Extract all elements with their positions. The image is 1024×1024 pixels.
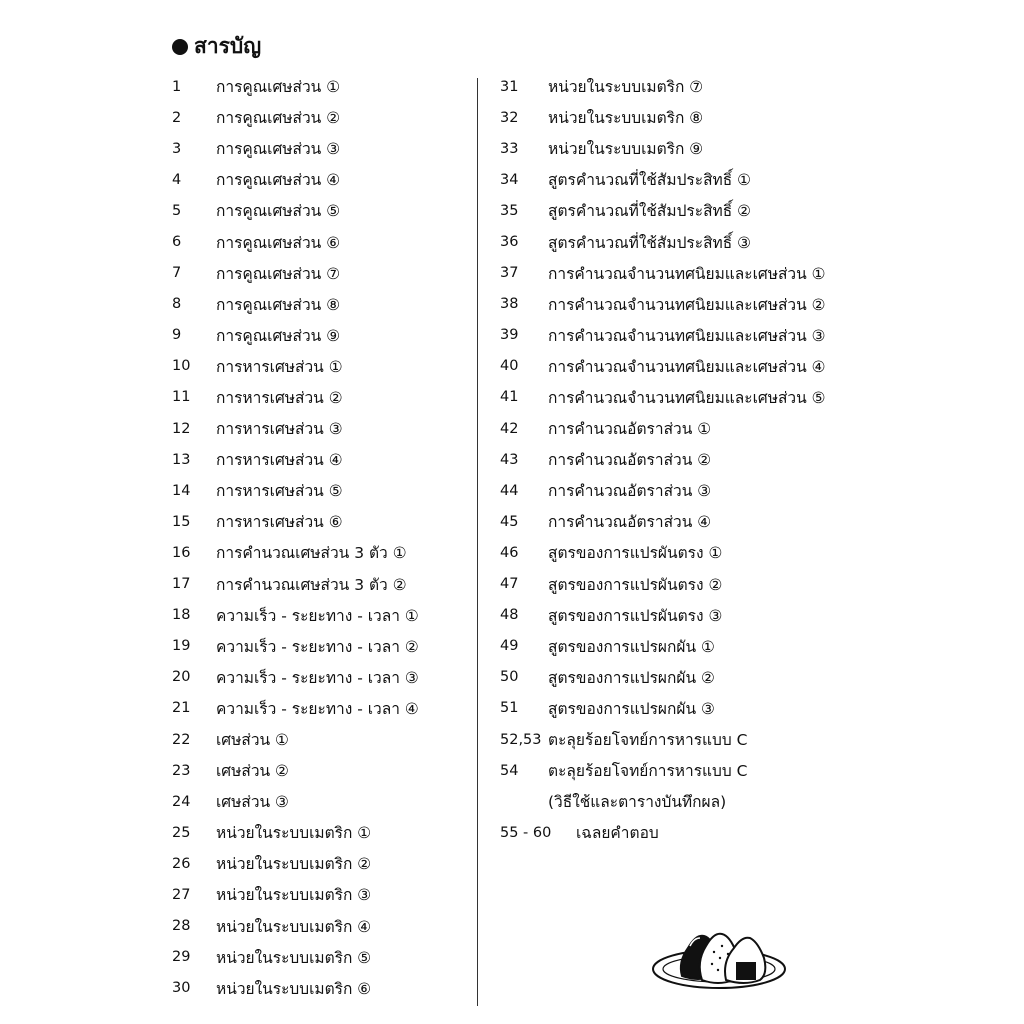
toc-page-number: 37	[500, 265, 519, 282]
toc-row	[500, 351, 880, 382]
toc-entry: การคำนวณอัตราส่วน ③	[548, 482, 712, 501]
toc-row	[500, 537, 880, 568]
toc-page-number: 29	[172, 949, 191, 966]
toc-entry: การคำนวณอัตราส่วน ①	[548, 420, 712, 439]
toc-row	[172, 848, 462, 879]
toc-page-number: 54	[500, 762, 519, 779]
toc-page-number: 25	[172, 824, 191, 841]
toc-row	[172, 786, 462, 817]
toc-entry: ความเร็ว - ระยะทาง - เวลา ④	[216, 699, 419, 718]
toc-row	[500, 817, 880, 848]
toc-page-number: 28	[172, 918, 191, 935]
toc-row	[172, 413, 462, 444]
toc-row	[172, 164, 462, 195]
toc-page-number: 22	[172, 731, 191, 748]
toc-page-number: 35	[500, 202, 519, 219]
toc-page-number: 24	[172, 793, 191, 810]
toc-entry: หน่วยในระบบเมตริก ⑧	[548, 109, 704, 128]
toc-row	[172, 817, 462, 848]
toc-entry: การคำนวณอัตราส่วน ②	[548, 451, 712, 470]
toc-entry: สูตรของการแปรผกผัน ①	[548, 637, 715, 656]
toc-page-number: 50	[500, 669, 519, 686]
toc-page-number: 12	[172, 420, 191, 437]
toc-row	[500, 506, 880, 537]
toc-row	[500, 693, 880, 724]
toc-page-number: 49	[500, 638, 519, 655]
toc-row	[172, 600, 462, 631]
bullet-icon	[172, 39, 188, 55]
toc-page-number: 17	[172, 576, 191, 593]
toc-page-number: 48	[500, 607, 519, 624]
toc-entry: สูตรของการแปรผกผัน ③	[548, 699, 715, 718]
toc-entry: หน่วยในระบบเมตริก ③	[216, 886, 372, 905]
toc-page-number: 9	[172, 327, 182, 344]
toc-page-number: 38	[500, 296, 519, 313]
toc-entry: การคูณเศษส่วน ⑦	[216, 264, 341, 283]
toc-row	[172, 289, 462, 320]
toc-page-number: 45	[500, 513, 519, 530]
toc-entry: สูตรคำนวณที่ใช้สัมประสิทธิ์ ①	[548, 171, 752, 190]
toc-page-number: 33	[500, 140, 519, 157]
toc-row	[500, 382, 880, 413]
toc-entry: เศษส่วน ③	[216, 793, 289, 812]
column-divider	[477, 78, 478, 1006]
toc-entry: การคำนวณจำนวนทศนิยมและเศษส่วน ③	[548, 326, 826, 345]
toc-entry: ตะลุยร้อยโจทย์การหารแบบ C	[548, 762, 748, 781]
toc-entry: การคูณเศษส่วน ③	[216, 140, 341, 159]
toc-right-column	[500, 71, 880, 848]
toc-page-number: 55 - 60	[500, 824, 552, 841]
toc-left-column	[172, 71, 462, 1004]
toc-page-number: 1	[172, 78, 182, 95]
toc-entry: เศษส่วน ②	[216, 762, 289, 781]
toc-row-continuation	[500, 786, 880, 817]
toc-row	[500, 71, 880, 102]
toc-entry: การคำนวณจำนวนทศนิยมและเศษส่วน ①	[548, 264, 826, 283]
toc-entry: การคำนวณอัตราส่วน ④	[548, 513, 712, 532]
toc-entry: สูตรของการแปรผันตรง ②	[548, 575, 723, 594]
toc-page-number: 23	[172, 762, 191, 779]
toc-entry: การหารเศษส่วน ④	[216, 451, 343, 470]
toc-row	[172, 662, 462, 693]
toc-page-number: 21	[172, 700, 191, 717]
toc-page-number: 19	[172, 638, 191, 655]
toc-row	[500, 102, 880, 133]
toc-page-number: 52,53	[500, 731, 542, 748]
toc-entry: ตะลุยร้อยโจทย์การหารแบบ C	[548, 731, 748, 750]
toc-row	[500, 569, 880, 600]
toc-row	[172, 942, 462, 973]
toc-row	[500, 320, 880, 351]
toc-page-number: 32	[500, 109, 519, 126]
toc-entry: การหารเศษส่วน ⑤	[216, 482, 343, 501]
toc-entry: การคำนวณจำนวนทศนิยมและเศษส่วน ④	[548, 357, 826, 376]
page-title	[172, 30, 261, 63]
toc-row	[172, 569, 462, 600]
page-title-text: สารบัญ	[194, 34, 262, 58]
toc-entry: เศษส่วน ①	[216, 731, 289, 750]
toc-page-number: 34	[500, 171, 519, 188]
toc-page-number: 31	[500, 78, 519, 95]
toc-page-number: 46	[500, 544, 519, 561]
toc-row	[500, 133, 880, 164]
toc-page-number: 4	[172, 171, 182, 188]
toc-page-number: 36	[500, 234, 519, 251]
toc-page-number: 27	[172, 886, 191, 903]
toc-entry: การคำนวณเศษส่วน 3 ตัว ①	[216, 544, 407, 563]
toc-row	[500, 475, 880, 506]
toc-row	[500, 724, 880, 755]
onigiri-plate-icon	[650, 922, 788, 994]
toc-row	[172, 506, 462, 537]
toc-entry: สูตรของการแปรผกผัน ②	[548, 668, 715, 687]
toc-row	[172, 911, 462, 942]
toc-entry: ความเร็ว - ระยะทาง - เวลา ③	[216, 668, 419, 687]
toc-entry: ความเร็ว - ระยะทาง - เวลา ①	[216, 606, 419, 625]
toc-page-number: 18	[172, 607, 191, 624]
toc-row	[172, 258, 462, 289]
toc-page-number: 41	[500, 389, 519, 406]
toc-page-number: 13	[172, 451, 191, 468]
toc-row	[172, 879, 462, 910]
toc-row	[500, 413, 880, 444]
toc-entry: หน่วยในระบบเมตริก ⑤	[216, 948, 372, 967]
toc-entry: การหารเศษส่วน ①	[216, 357, 343, 376]
toc-row	[500, 631, 880, 662]
toc-page-number: 26	[172, 855, 191, 872]
toc-row	[172, 226, 462, 257]
toc-entry: หน่วยในระบบเมตริก ⑨	[548, 140, 704, 159]
toc-row	[500, 195, 880, 226]
toc-row	[172, 693, 462, 724]
toc-entry: การหารเศษส่วน ③	[216, 420, 343, 439]
toc-entry: การหารเศษส่วน ②	[216, 388, 343, 407]
toc-page-number: 40	[500, 358, 519, 375]
toc-row	[172, 351, 462, 382]
toc-row	[172, 755, 462, 786]
toc-page-number: 16	[172, 544, 191, 561]
toc-row	[172, 973, 462, 1004]
toc-entry: หน่วยในระบบเมตริก ①	[216, 824, 372, 843]
toc-page-number: 51	[500, 700, 519, 717]
toc-row	[500, 600, 880, 631]
toc-entry: การคำนวณจำนวนทศนิยมและเศษส่วน ⑤	[548, 388, 826, 407]
toc-entry: การคูณเศษส่วน ②	[216, 109, 341, 128]
toc-entry: เฉลยคำตอบ	[576, 824, 659, 843]
toc-page-number: 30	[172, 980, 191, 997]
toc-page-number: 6	[172, 234, 182, 251]
toc-row	[172, 475, 462, 506]
toc-row	[172, 195, 462, 226]
toc-page-number: 20	[172, 669, 191, 686]
toc-row	[172, 133, 462, 164]
toc-page-number: 7	[172, 265, 182, 282]
toc-entry: การคูณเศษส่วน ⑨	[216, 326, 341, 345]
toc-entry: การคูณเศษส่วน ④	[216, 171, 341, 190]
toc-row	[172, 537, 462, 568]
toc-entry: หน่วยในระบบเมตริก ④	[216, 917, 372, 936]
toc-entry: ความเร็ว - ระยะทาง - เวลา ②	[216, 637, 419, 656]
toc-entry: หน่วยในระบบเมตริก ⑦	[548, 78, 704, 97]
toc-entry: การคำนวณจำนวนทศนิยมและเศษส่วน ②	[548, 295, 826, 314]
toc-row	[172, 382, 462, 413]
toc-page-number: 44	[500, 482, 519, 499]
toc-row	[172, 320, 462, 351]
toc-row	[500, 755, 880, 786]
toc-page-number: 43	[500, 451, 519, 468]
toc-row	[500, 258, 880, 289]
toc-row	[172, 71, 462, 102]
toc-row	[172, 724, 462, 755]
toc-page-number: 15	[172, 513, 191, 530]
toc-entry: สูตรคำนวณที่ใช้สัมประสิทธิ์ ③	[548, 233, 752, 252]
toc-entry: การหารเศษส่วน ⑥	[216, 513, 343, 532]
toc-page-number: 47	[500, 576, 519, 593]
toc-entry: สูตรของการแปรผันตรง ①	[548, 544, 723, 563]
toc-entry: สูตรคำนวณที่ใช้สัมประสิทธิ์ ②	[548, 202, 752, 221]
toc-entry: หน่วยในระบบเมตริก ⑥	[216, 979, 372, 998]
toc-page-number: 39	[500, 327, 519, 344]
toc-row	[172, 444, 462, 475]
toc-entry: หน่วยในระบบเมตริก ②	[216, 855, 372, 874]
toc-page-number: 3	[172, 140, 182, 157]
toc-entry-note: (วิธีใช้และตารางบันทึกผล)	[548, 793, 727, 812]
toc-page-number: 11	[172, 389, 191, 406]
toc-page-number: 10	[172, 358, 191, 375]
toc-page-number: 42	[500, 420, 519, 437]
toc-entry: การคูณเศษส่วน ⑧	[216, 295, 341, 314]
toc-page-number: 14	[172, 482, 191, 499]
toc-entry: การคำนวณเศษส่วน 3 ตัว ②	[216, 575, 407, 594]
toc-page-number: 2	[172, 109, 182, 126]
toc-page-number: 5	[172, 202, 182, 219]
toc-entry: การคูณเศษส่วน ⑤	[216, 202, 341, 221]
toc-row	[500, 444, 880, 475]
toc-row	[172, 102, 462, 133]
toc-row	[172, 631, 462, 662]
toc-entry: การคูณเศษส่วน ①	[216, 78, 341, 97]
toc-row	[500, 164, 880, 195]
toc-row	[500, 226, 880, 257]
toc-row	[500, 289, 880, 320]
toc-page-number: 8	[172, 296, 182, 313]
toc-entry: การคูณเศษส่วน ⑥	[216, 233, 341, 252]
toc-entry: สูตรของการแปรผันตรง ③	[548, 606, 723, 625]
toc-row	[500, 662, 880, 693]
